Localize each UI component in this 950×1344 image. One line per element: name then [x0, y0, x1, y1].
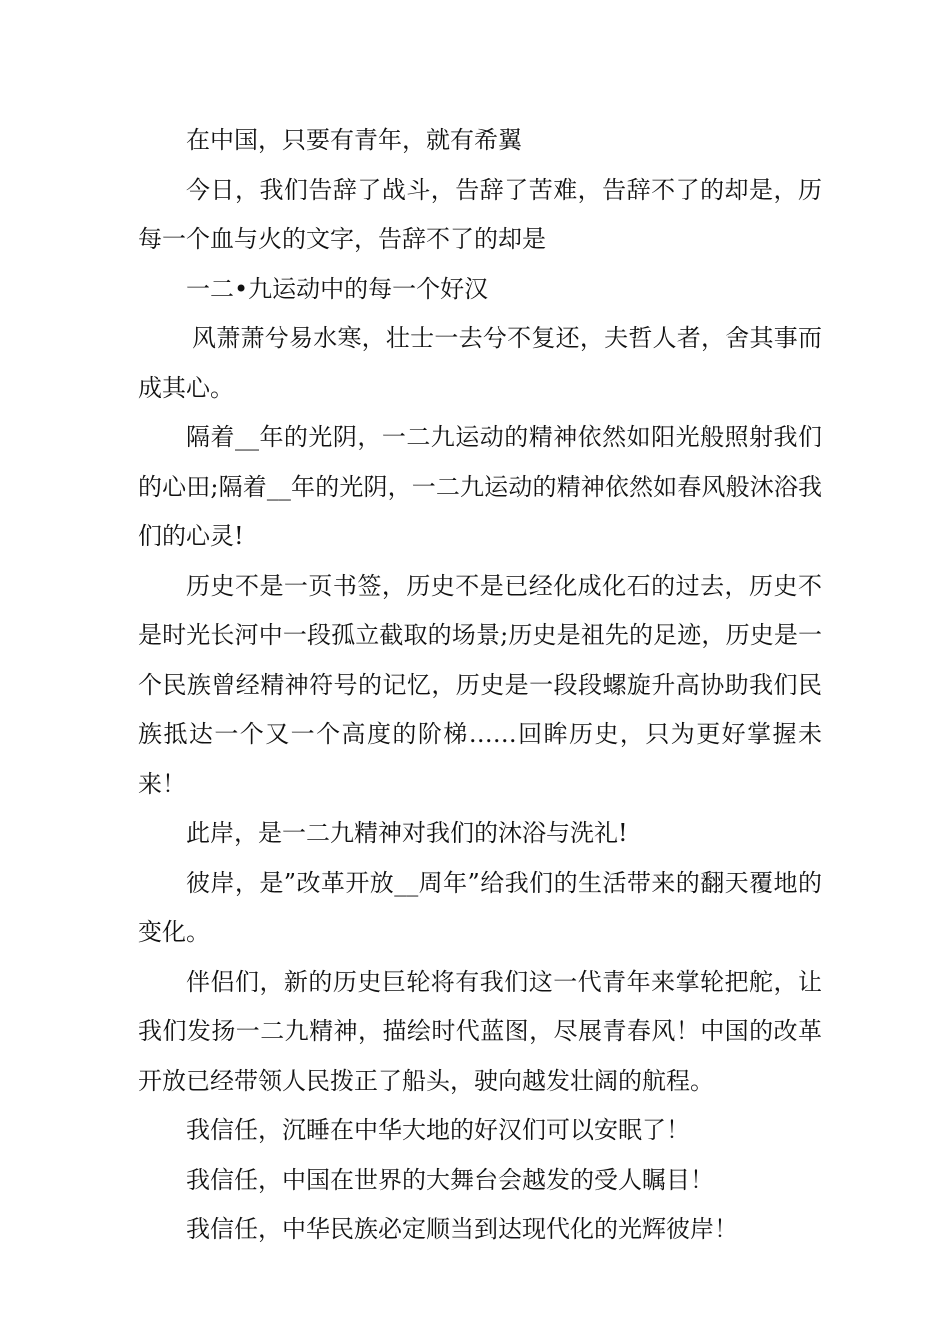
paragraph-3: 一二•九运动中的每一个好汉	[186, 274, 489, 303]
document-body	[138, 116, 822, 1255]
paragraph-2: 今日，我们告辞了战斗，告辞了苦难，告辞不了的却是，历每一个血与火的文字，告辞不了的却是	[138, 175, 822, 253]
paragraph-9: 伴侣们，新的历史巨轮将有我们这一代青年来掌轮把舵，让我们发扬一二九精神，描绘时代蓝图，尽展青春风！中国的改革开放已经带领人民拨正了船头，驶向越发壮阔的航程。	[138, 967, 822, 1095]
paragraph-8: 彼岸，是”改革开放__周年”给我们的生活带来的翻天覆地的变化。	[138, 868, 822, 946]
paragraph-7: 此岸，是一二九精神对我们的沐浴与洗礼!	[186, 819, 628, 847]
paragraph-10: 我信任，沉睡在中华大地的好汉们可以安眠了！	[186, 1116, 690, 1144]
paragraph-5: 隔着__年的光阴，一二九运动的精神依然如阳光般照射我们的心田;隔着__年的光阴，一二九运动的精神依然如春风般沐浴我们的心灵!	[138, 423, 822, 550]
paragraph-12: 我信任，中华民族必定顺当到达现代化的光辉彼岸！	[186, 1215, 738, 1243]
paragraph-11: 我信任，中国在世界的大舞台会越发的受人瞩目！	[186, 1165, 714, 1194]
paragraph-6: 历史不是一页书签，历史不是已经化成化石的过去，历史不是时光长河中一段孤立截取的场景;历史是祖先的足迹，历史是一个民族曾经精神符号的记忆，历史是一段段螺旋升高协助我们民族抵达一个又一个高度的阶梯……回眸历史，只为更好掌握未来！	[138, 571, 822, 798]
paragraph-4: 风萧萧兮易水寒，壮士一去兮不复还，夫哲人者，舍其事而成其心。	[138, 324, 822, 402]
paragraph-1: 在中国，只要有青年，就有希翼	[186, 126, 522, 154]
